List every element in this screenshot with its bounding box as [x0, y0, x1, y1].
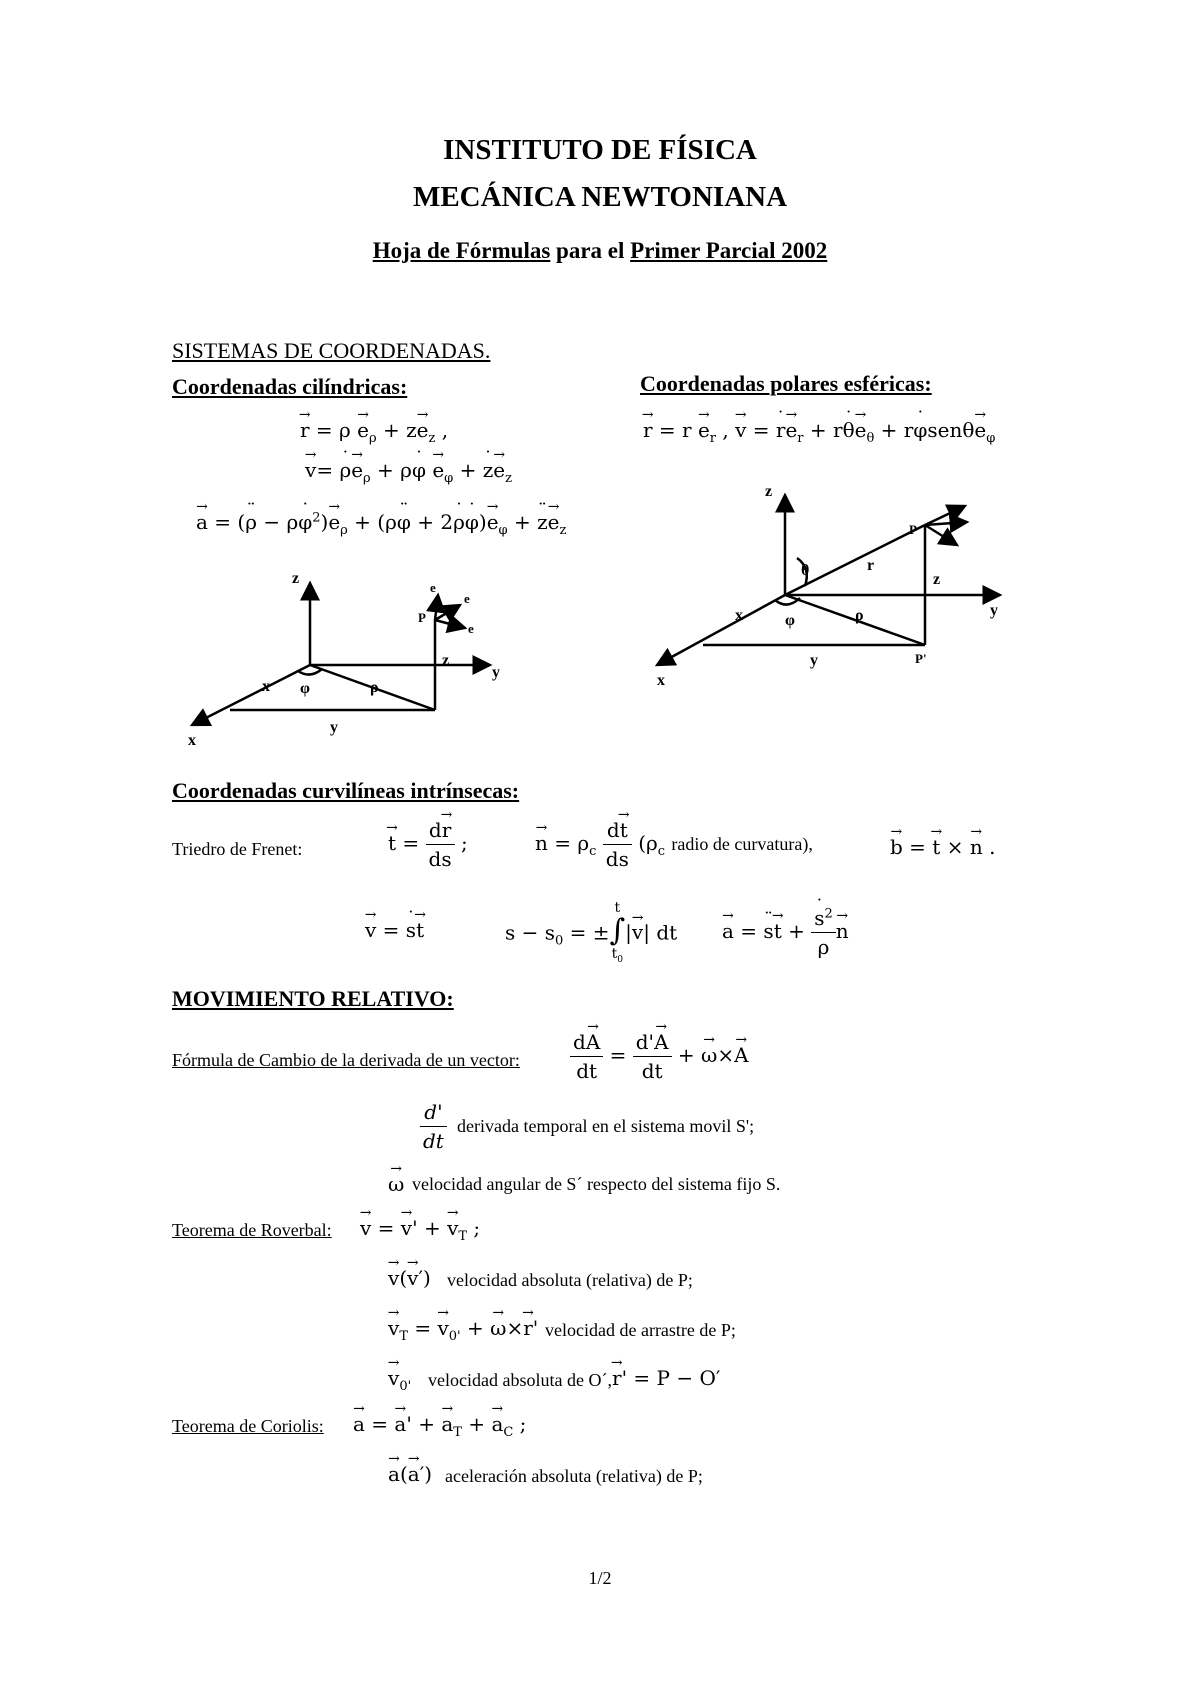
- svg-text:y: y: [990, 602, 998, 619]
- cylindrical-heading: Coordenadas cilíndricas:: [172, 374, 408, 399]
- origin-velocity-note: velocidad absoluta de O´,: [428, 1370, 612, 1390]
- intrinsic-heading: Coordenadas curvilíneas intrínsecas:: [172, 778, 520, 803]
- coordinates-section-title: SISTEMAS DE COORDENADAS.: [172, 338, 491, 363]
- abs-velocity-symbol: → v(→ v′): [388, 1266, 431, 1290]
- cylindrical-position-formula: → $r = \rho \to e_\rho + z\to e_z$ ,: [300, 418, 448, 446]
- abs-accel-note: aceleración absoluta (relativa) de P;: [445, 1466, 703, 1486]
- svg-text:x: x: [657, 672, 665, 689]
- document-subtitle: [0, 238, 1200, 264]
- omega-symbol: → ω: [388, 1172, 404, 1196]
- svg-text:r: r: [867, 557, 875, 574]
- svg-text:y: y: [330, 719, 338, 736]
- svg-text:y: y: [492, 664, 500, 681]
- derivative-change-formula: $\frac{d\to A}{dt}$ = $\frac{d'\to A}{dt}$ + → ω×→ A: [570, 1030, 749, 1083]
- course-title: MECÁNICA NEWTONIANA: [412, 181, 788, 213]
- spherical-diagram: [645, 470, 1005, 690]
- svg-text:P': P': [915, 651, 927, 666]
- svg-text:θ: θ: [801, 562, 810, 579]
- cylindrical-acceleration-formula: → a = (¨ ρ − ρ˙ $\varphi^2)\to e_\rho$ + (ρ¨ φ + 2˙ ρ˙ $\varphi)\to e_\varphi$ + ¨ $z\to e_z$: [196, 510, 566, 538]
- svg-text:P: P: [909, 522, 917, 537]
- intrinsic-acceleration-formula: → a = ¨ s→ t + ˙ $\frac{s^2}{\rho}$ → n: [722, 906, 849, 959]
- abs-velocity-note: velocidad absoluta (relativa) de P;: [447, 1270, 693, 1290]
- svg-text:ρ: ρ: [855, 607, 864, 624]
- cylindrical-diagram: [180, 565, 520, 755]
- svg-text:φ: φ: [785, 612, 795, 629]
- origin-velocity-symbol: → $v_{0'}$: [388, 1366, 411, 1394]
- tangent-formula: → t = $\frac{d\to r}{ds}$ ;: [388, 818, 468, 871]
- coriolis-formula: → a = → a' + → $a_T$ + → $a_C$ ;: [353, 1412, 526, 1440]
- svg-text:x: x: [735, 607, 743, 624]
- svg-text:φ: φ: [300, 680, 310, 697]
- svg-text:e: e: [430, 580, 436, 595]
- relative-position-formula: → r' = P − O′: [612, 1366, 720, 1390]
- abs-accel-symbol: → a(→ a′): [388, 1462, 432, 1486]
- svg-text:ρ: ρ: [370, 679, 379, 696]
- svg-text:x: x: [262, 678, 270, 695]
- drag-velocity-note: velocidad de arrastre de P;: [545, 1320, 736, 1340]
- institute-title: INSTITUTO DE FÍSICA: [443, 134, 757, 166]
- relative-section-title: MOVIMIENTO RELATIVO:: [172, 986, 454, 1011]
- svg-text:z: z: [442, 652, 450, 669]
- subtitle-parcial: Primer Parcial 2002: [630, 238, 828, 263]
- page-number: 1/2: [588, 1568, 612, 1588]
- subtitle-para: para el: [556, 238, 625, 263]
- cylindrical-velocity-formula: → v= ˙ $\rho\to e_\rho$ + ρ˙ $\varphi \to e_\varphi$ + ˙ $z\to e_z$: [305, 458, 512, 486]
- subtitle-hoja: Hoja de Fórmulas: [372, 238, 551, 263]
- svg-text:P: P: [418, 610, 426, 625]
- derivative-note: derivada temporal en el sistema movil S';: [457, 1116, 755, 1136]
- roverbal-formula: → v = → v' + → $v_T$ ;: [360, 1216, 480, 1244]
- svg-text:y: y: [810, 652, 818, 669]
- svg-text:e: e: [468, 621, 474, 636]
- binormal-formula: → b = → t × → n .: [890, 835, 995, 859]
- normal-formula: → $n = \rho_c$ $\frac{d\to t}{ds}$ ($\rho_c$ radio de curvatura),: [535, 818, 813, 871]
- svg-text:z: z: [292, 570, 300, 587]
- roverbal-label: Teorema de Roverbal:: [172, 1220, 332, 1240]
- frenet-label: Triedro de Frenet:: [172, 839, 303, 859]
- omega-note: velocidad angular de S´ respecto del sistema fijo S.: [412, 1174, 781, 1194]
- spherical-heading: Coordenadas polares esféricas:: [640, 371, 932, 396]
- arc-length-formula: $s - s_0 = \pm t$ ∫ $t_0|\to v|$ dt: [505, 900, 677, 968]
- spherical-formula: → $r = r \to e_r$ , → v = ˙ $r\to e_r$ + r˙ $\theta\to e_\theta$ + r˙ $\varphi sen\theta\to e_\varphi$: [643, 418, 995, 446]
- drag-velocity-formula: → $v_T$ = → $v_{0'}$ + → ω×→ r': [388, 1316, 538, 1344]
- change-formula-label: Fórmula de Cambio de la derivada de un vector:: [172, 1050, 520, 1070]
- svg-text:z: z: [765, 483, 773, 500]
- svg-text:x: x: [188, 732, 196, 749]
- coriolis-label: Teorema de Coriolis:: [172, 1416, 324, 1436]
- intrinsic-velocity-formula: → v = ˙ s→ t: [365, 918, 424, 942]
- svg-text:e: e: [464, 591, 470, 606]
- prime-derivative-symbol: $\frac{d'}{dt}$: [420, 1100, 447, 1153]
- radius-note: radio de curvatura),: [671, 834, 813, 854]
- svg-text:z: z: [933, 571, 941, 588]
